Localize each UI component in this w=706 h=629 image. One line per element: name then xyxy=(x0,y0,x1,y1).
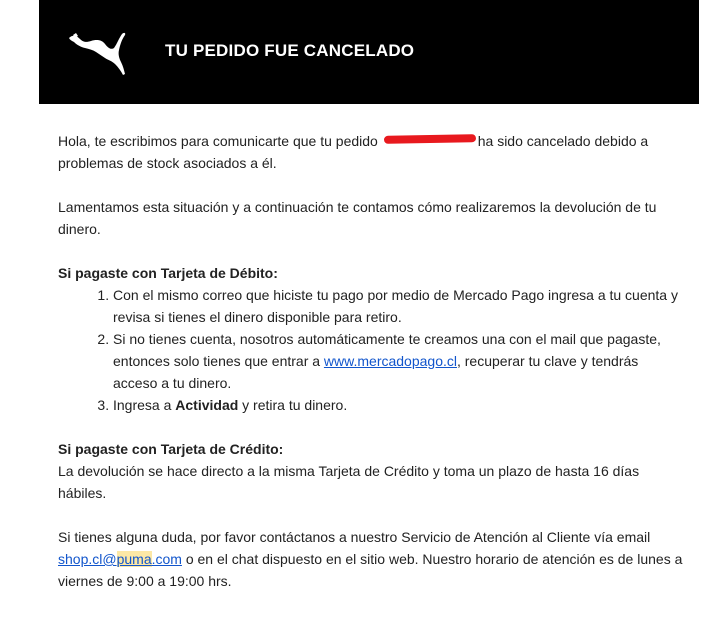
debit-step-1-text: Con el mismo correo que hiciste tu pago por medio de Mercado Pago ingresa a tu cuenta y revisa si tienes el dinero disponible para retiro. xyxy=(113,287,678,325)
apology-paragraph: Lamentamos esta situación y a continuación te contamos cómo realizaremos la devolución de tu dinero. xyxy=(58,199,657,237)
support-email-link[interactable] xyxy=(58,551,182,567)
email-prefix: shop.cl@ xyxy=(58,551,117,567)
debit-step-2-text-before: Si no tienes cuenta, nosotros automáticamente te creamos una con el mail que pagaste, entonces solo tienes que entrar a xyxy=(113,331,661,369)
debit-step-3 xyxy=(113,394,686,416)
debit-step-3-bold: Actividad xyxy=(175,397,239,413)
contact-text-after: o en el chat dispuesto en el sitio web. Nuestro horario de atención es de lunes a viernes de 9:00 a 19:00 hrs. xyxy=(58,551,683,589)
debit-step-3-text-before: Ingresa a xyxy=(113,397,176,413)
mercadopago-link[interactable]: www.mercadopago.cl xyxy=(323,353,457,369)
email-suffix: .com xyxy=(151,551,182,567)
debit-step-1 xyxy=(113,284,686,328)
debit-step-3-text-after: y retira tu dinero. xyxy=(238,397,348,413)
intro-text-after: ha sido cancelado debido a problemas de stock asociados a él. xyxy=(58,133,649,171)
email-body xyxy=(58,130,686,614)
redacted-order-number xyxy=(384,134,476,144)
contact-paragraph xyxy=(58,526,686,592)
debit-step-2 xyxy=(113,328,686,394)
debit-step-2-text-after: , recuperar tu clave y tendrás acceso a tu dinero. xyxy=(113,353,639,391)
puma-cat-logo-icon xyxy=(67,28,127,76)
debit-section-title: Si pagaste con Tarjeta de Débito: xyxy=(58,265,278,281)
email-highlight: puma xyxy=(116,551,152,567)
email-header xyxy=(39,0,699,104)
intro-paragraph xyxy=(58,130,686,174)
credit-section-title: Si pagaste con Tarjeta de Crédito: xyxy=(58,441,284,457)
credit-paragraph: La devolución se hace directo a la misma Tarjeta de Crédito y toma un plazo de hasta 16 días hábiles. xyxy=(58,463,640,501)
debit-steps-list xyxy=(58,284,686,416)
header-title: TU PEDIDO FUE CANCELADO xyxy=(165,41,415,60)
intro-text-before: Hola, te escribimos para comunicarte que tu pedido xyxy=(58,133,382,149)
contact-text-before: Si tienes alguna duda, por favor contáctanos a nuestro Servicio de Atención al Cliente vía email xyxy=(58,529,651,545)
